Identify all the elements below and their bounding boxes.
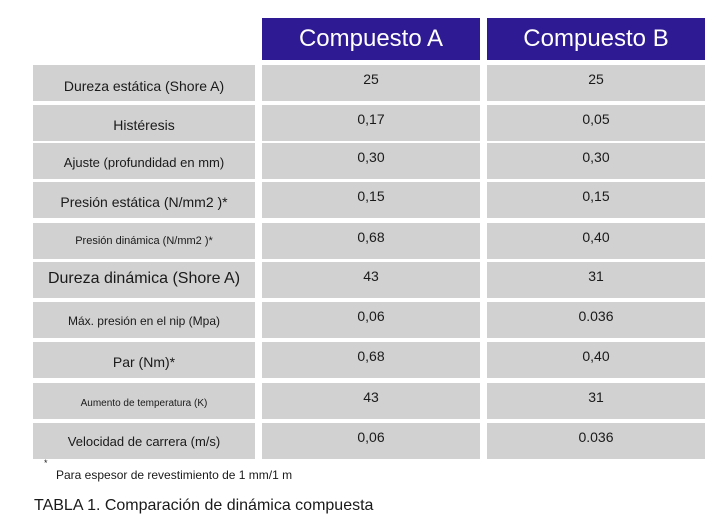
row-label: Histéresis — [113, 117, 175, 133]
row-label: Velocidad de carrera (m/s) — [67, 434, 221, 449]
value-compuesto-b: 31 — [487, 383, 705, 419]
table-row — [0, 143, 720, 179]
value-compuesto-a: 0,30 — [262, 143, 480, 179]
table-row — [0, 423, 720, 459]
value-compuesto-b: 0,15 — [487, 182, 705, 218]
value-compuesto-a: 43 — [262, 262, 480, 298]
value-compuesto-b: 0.036 — [487, 302, 705, 338]
table-row — [0, 182, 720, 218]
footnote-marker: * — [44, 458, 48, 468]
value-compuesto-a: 0,17 — [262, 105, 480, 141]
value-compuesto-a: 0,06 — [262, 302, 480, 338]
value-compuesto-b: 25 — [487, 65, 705, 101]
table-row — [0, 383, 720, 419]
value-compuesto-a: 0,68 — [262, 342, 480, 378]
table-row — [0, 223, 720, 259]
table-row — [0, 105, 720, 141]
row-label: Par (Nm)* — [112, 354, 176, 370]
header-compuesto-a: Compuesto A — [262, 18, 480, 60]
value-compuesto-a: 0,68 — [262, 223, 480, 259]
table-row — [0, 262, 720, 298]
row-label-cell — [33, 65, 255, 101]
value-compuesto-a: 0,06 — [262, 423, 480, 459]
row-label: Presión estática (N/mm2 )* — [60, 194, 228, 210]
row-label: Aumento de temperatura (K) — [80, 398, 208, 409]
row-label: Dureza dinámica (Shore A) — [47, 270, 241, 287]
value-compuesto-b: 0,30 — [487, 143, 705, 179]
row-label: Ajuste (profundidad en mm) — [63, 155, 225, 170]
header-compuesto-b: Compuesto B — [487, 18, 705, 60]
row-label-cell — [33, 182, 255, 218]
table-caption: TABLA 1. Comparación de dinámica compuesta — [34, 497, 374, 514]
row-label-cell — [33, 223, 255, 259]
table-row — [0, 302, 720, 338]
table-row — [0, 65, 720, 101]
row-label: Dureza estática (Shore A) — [63, 78, 225, 94]
value-compuesto-b: 0.036 — [487, 423, 705, 459]
row-label-cell — [33, 143, 255, 179]
value-compuesto-b: 0,40 — [487, 223, 705, 259]
row-label-cell — [33, 383, 255, 419]
value-compuesto-a: 43 — [262, 383, 480, 419]
value-compuesto-b: 31 — [487, 262, 705, 298]
value-compuesto-b: 0,40 — [487, 342, 705, 378]
table-row — [0, 342, 720, 378]
row-label-cell — [33, 342, 255, 378]
value-compuesto-b: 0,05 — [487, 105, 705, 141]
footnote-text: Para espesor de revestimiento de 1 mm/1 m — [56, 468, 293, 482]
row-label-cell — [33, 262, 255, 298]
row-label-cell — [33, 423, 255, 459]
row-label-cell — [33, 302, 255, 338]
row-label: Presión dinámica (N/mm2 )* — [75, 235, 213, 247]
row-label: Máx. presión en el nip (Mpa) — [67, 314, 221, 328]
row-label-cell — [33, 105, 255, 141]
value-compuesto-a: 0,15 — [262, 182, 480, 218]
value-compuesto-a: 25 — [262, 65, 480, 101]
